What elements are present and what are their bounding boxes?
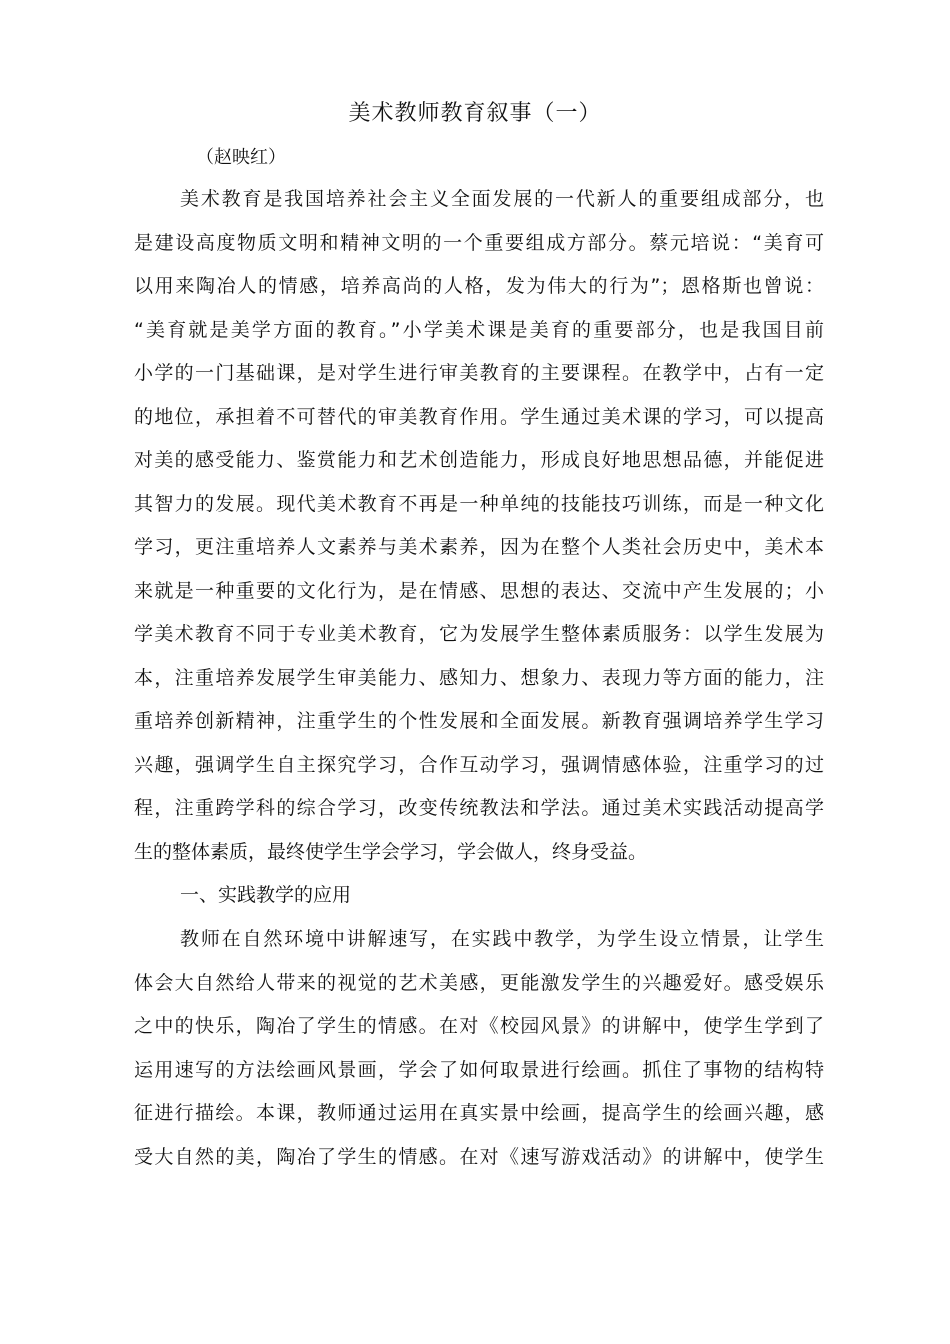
text-line: 来就是一种重要的文化行为，是在情感、思想的表达、交流中产生发展的；小: [134, 579, 824, 602]
text-line: 的地位，承担着不可替代的审美教育作用。学生通过美术课的学习，可以提高: [134, 405, 824, 428]
section-heading: 一、实践教学的应用: [180, 884, 352, 906]
text-line: 重培养创新精神，注重学生的个性发展和全面发展。新教育强调培养学生学习: [134, 710, 824, 732]
paragraph-intro: [134, 178, 824, 918]
text-line: 其智力的发展。现代美术教育不再是一种单纯的技能技巧训练，而是一种文化: [134, 492, 824, 515]
text-line: 之中的快乐，陶冶了学生的情感。在对《校园风景》的讲解中，使学生学到了: [134, 1015, 824, 1037]
text-line: 美术教育是我国培养社会主义全面发展的一代新人的重要组成部分，也: [180, 188, 824, 210]
text-line: 学美术教育不同于专业美术教育，它为发展学生整体素质服务：以学生发展为: [134, 623, 824, 645]
text-line: 兴趣，强调学生自主探究学习，合作互动学习，强调情感体验，注重学习的过: [134, 753, 824, 776]
text-line: 征进行描绘。本课，教师通过运用在真实景中绘画，提高学生的绘画兴趣，感: [134, 1102, 824, 1124]
text-line: 对美的感受能力、鉴赏能力和艺术创造能力，形成良好地思想品德，并能促进: [134, 449, 824, 471]
text-line: 受大自然的美，陶冶了学生的情感。在对《速写游戏活动》的讲解中，使学生: [134, 1145, 824, 1168]
text-line: 本，注重培养发展学生审美能力、感知力、想象力、表现力等方面的能力，注: [134, 666, 824, 689]
text-line: 教师在自然环境中讲解速写，在实践中教学，为学生设立情景，让学生: [180, 928, 824, 950]
document-title: 美术教师教育叙事（一）: [348, 101, 602, 126]
text-line: “美育就是美学方面的教育。”小学美术课是美育的重要部分，也是我国目前: [134, 318, 824, 341]
text-line: 体会大自然给人带来的视觉的艺术美感，更能激发学生的兴趣爱好。感受娱乐: [134, 971, 824, 994]
text-line: 程，注重跨学科的综合学习，改变传统教法和学法。通过美术实践活动提高学: [134, 797, 824, 819]
text-line: 以用来陶冶人的情感，培养高尚的人格，发为伟大的行为”；恩格斯也曾说：: [134, 275, 824, 297]
text-line: 生的整体素质，最终使学生学会学习，学会做人，终身受益。: [134, 840, 648, 863]
author-name: （赵映红）: [196, 147, 286, 168]
text-line: 运用速写的方法绘画风景画，学会了如何取景进行绘画。抓住了事物的结构特: [134, 1058, 824, 1081]
text-line: 小学的一门基础课，是对学生进行审美教育的主要课程。在教学中，占有一定: [134, 362, 824, 384]
text-line: 学习，更注重培养人文素养与美术素养，因为在整个人类社会历史中，美术本: [134, 536, 824, 558]
paragraph-practice: [134, 918, 824, 1179]
text-line: 是建设高度物质文明和精神文明的一个重要组成方部分。蔡元培说：“美育可: [134, 231, 824, 254]
